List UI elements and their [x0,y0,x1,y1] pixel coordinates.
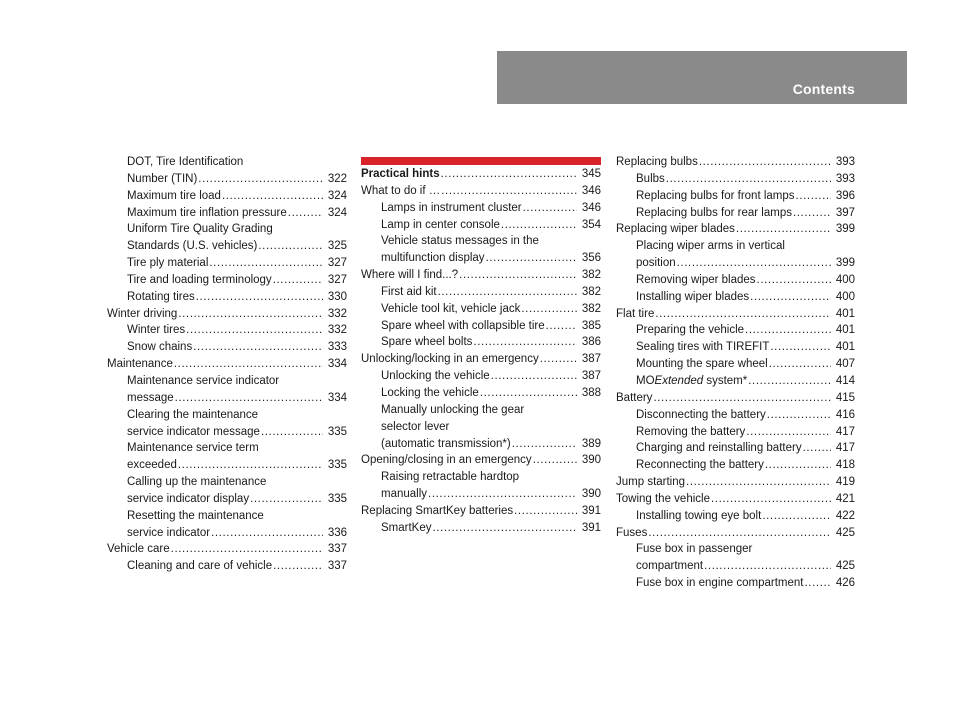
toc-entry-continued [107,440,347,457]
toc-page-number: 337 [327,560,347,573]
toc-entry-title: Calling up the maintenance [127,476,267,489]
toc-entry[interactable] [361,385,601,402]
toc-page-number: 389 [581,437,601,450]
toc-entry[interactable] [616,491,855,508]
toc-entry-title: Removing the battery [636,425,746,438]
dot-leader [746,424,831,441]
toc-entry-title: What to do if … [361,184,441,197]
dot-leader [261,424,323,441]
toc-entry-title: Winter driving [107,307,178,320]
toc-page-number: 425 [835,526,855,539]
toc-entry-title: Manually unlocking the gear [381,403,525,416]
dot-leader [193,339,323,356]
dot-leader [796,188,831,205]
dot-leader [288,205,323,222]
toc-entry[interactable] [107,356,347,373]
toc-entry-continued [361,419,601,436]
toc-entry[interactable] [361,503,601,520]
toc-entry-title: Opening/closing in an emergency [361,454,532,467]
toc-page-number: 330 [327,290,347,303]
dot-leader [748,373,831,390]
toc-entry-title: Spare wheel with collapsible tire [381,319,545,332]
toc-page-number: 334 [327,391,347,404]
toc-page-number: 393 [835,156,855,168]
toc-entry-continued [616,541,855,558]
toc-entry[interactable] [361,200,601,217]
toc-page-number: 382 [581,269,601,282]
dot-leader [803,440,831,457]
dot-leader [533,452,577,469]
dot-leader [648,525,831,542]
toc-entry[interactable] [361,318,601,335]
dot-leader [767,407,831,424]
toc-page-number: 407 [835,358,855,371]
toc-entry-continued [107,508,347,525]
toc-entry[interactable] [107,306,347,323]
toc-entry-title: Bulbs [636,172,665,185]
toc-entry[interactable] [107,255,347,272]
toc-entry-title: Maximum tire inflation pressure [127,206,287,219]
dot-leader [174,356,323,373]
toc-entry[interactable] [361,284,601,301]
toc-entry-title: message [127,391,174,404]
toc-entry-continued [361,233,601,250]
dot-leader [793,205,831,222]
toc-entry[interactable] [107,339,347,356]
toc-entry-title: exceeded [127,459,177,472]
toc-entry[interactable] [107,558,347,575]
toc-page-number: 396 [835,189,855,202]
dot-leader [757,272,831,289]
toc-entry[interactable] [361,217,601,234]
dot-leader [250,491,323,508]
toc-entry-title: Lamps in instrument cluster [381,201,522,214]
toc-entry-continued [361,469,601,486]
toc-entry[interactable] [107,238,347,255]
toc-entry-title: position [636,257,676,270]
dot-leader [175,390,323,407]
toc-entry-title: Vehicle care [107,543,170,556]
toc-page-number: 425 [835,560,855,573]
toc-entry-title: Flat tire [616,307,655,320]
toc-entry-title: Fuse box in engine compartment [636,577,804,590]
toc-entry-title: Placing wiper arms in vertical [636,240,785,253]
toc-entry-title: Sealing tires with TIREFIT [636,341,770,354]
toc-entry-title: Unlocking the vehicle [381,370,490,383]
dot-leader [762,508,831,525]
toc-page-number: 399 [835,257,855,270]
toc-page-number: 322 [327,172,347,185]
toc-entry-continued [107,373,347,390]
dot-leader [745,322,831,339]
dot-leader [178,457,323,474]
toc-entry-title: Tire ply material [127,257,209,270]
toc-entry-title: Uniform Tire Quality Grading [127,223,273,236]
toc-entry[interactable] [616,474,855,491]
toc-entry-title: Jump starting [616,476,686,489]
dot-leader [770,339,831,356]
toc-entry-continued [361,402,601,419]
toc-page-number: 391 [581,521,601,534]
toc-entry[interactable] [616,457,855,474]
toc-page-number: 333 [327,341,347,354]
toc-page-number: 388 [581,386,601,399]
toc-page-number: 401 [835,307,855,320]
toc-page-number: 418 [835,459,855,472]
toc-entry[interactable] [616,154,855,171]
dot-leader [521,301,577,318]
dot-leader [196,289,323,306]
toc-entry-continued [616,238,855,255]
toc-entry[interactable] [616,272,855,289]
toc-page-number: 382 [581,302,601,315]
toc-entry[interactable] [107,424,347,441]
toc-entry-title: Rotating tires [127,290,195,303]
toc-entry[interactable] [616,221,855,238]
toc-entry[interactable] [616,508,855,525]
toc-entry[interactable] [107,390,347,407]
toc-entry-continued [107,154,347,171]
toc-entry-title: service indicator message [127,425,260,438]
toc-page-number: 332 [327,307,347,320]
toc-page-number: 426 [835,577,855,590]
toc-entry-title: Resetting the maintenance [127,509,264,522]
toc-page-number: 416 [835,408,855,421]
toc-entry[interactable] [107,525,347,542]
dot-leader [736,221,831,238]
toc-entry-title: MOExtended system* [636,374,748,387]
toc-entry-title: Installing towing eye bolt [636,509,762,522]
toc-entry[interactable] [616,390,855,407]
toc-entry-title: compartment [636,560,704,573]
toc-entry-title: Replacing wiper blades [616,223,735,236]
toc-page-number: 387 [581,353,601,366]
toc-page-number: 354 [581,218,601,231]
dot-leader [769,356,831,373]
dot-leader [699,154,831,171]
toc-entry-title: Spare wheel bolts [381,336,473,349]
toc-page-number: 382 [581,285,601,298]
page-title: Contents [792,81,855,97]
toc-entry-title: Snow chains [127,341,193,354]
toc-entry-title: Removing wiper blades [636,273,756,286]
dot-leader [178,306,323,323]
toc-entry-continued [107,474,347,491]
toc-entry[interactable] [361,183,601,200]
toc-entry[interactable] [361,166,601,183]
toc-entry-title: Maintenance service indicator [127,374,280,387]
toc-page-number: 327 [327,273,347,286]
toc-entry[interactable] [616,440,855,457]
dot-leader [486,250,577,267]
toc-entry-title: SmartKey [381,521,432,534]
toc-entry-title: Winter tires [127,324,186,337]
toc-page-number: 399 [835,223,855,236]
toc-page-number: 401 [835,324,855,337]
toc-entry-title: Disconnecting the battery [636,408,766,421]
toc-entry[interactable] [107,205,347,222]
toc-entry-title: Preparing the vehicle [636,324,745,337]
toc-page-number: 327 [327,257,347,270]
toc-page-number: 422 [835,509,855,522]
dot-leader [428,486,577,503]
toc-entry[interactable] [616,289,855,306]
toc-page-number: 335 [327,492,347,505]
toc-entry[interactable] [616,356,855,373]
toc-entry-title: Where will I find...? [361,269,459,282]
toc-entry[interactable] [107,491,347,508]
toc-entry[interactable] [361,486,601,503]
toc-entry[interactable] [107,541,347,558]
toc-page-number: 335 [327,459,347,472]
toc-entry-title: Clearing the maintenance [127,408,259,421]
dot-leader [655,306,831,323]
toc-column-3 [616,154,855,592]
toc-page-number: 400 [835,273,855,286]
toc-entry-title: Cleaning and care of vehicle [127,560,273,573]
dot-leader [211,525,323,542]
toc-entry[interactable] [361,334,601,351]
toc-entry-title: Lamp in center console [381,218,500,231]
dot-leader [540,351,577,368]
dot-leader [523,200,577,217]
toc-page-number: 346 [581,201,601,214]
dot-leader [711,491,831,508]
dot-leader [512,436,577,453]
toc-entry-title: First aid kit [381,285,437,298]
toc-entry[interactable] [361,520,601,537]
toc-entry[interactable] [616,373,855,390]
toc-page-number: 421 [835,492,855,505]
dot-leader [765,457,831,474]
toc-column-1 [107,154,347,575]
toc-entry[interactable] [616,424,855,441]
toc-entry-title: Fuses [616,526,648,539]
toc-page-number: 401 [835,341,855,354]
toc-entry[interactable] [361,452,601,469]
dot-leader [186,322,323,339]
dot-leader [441,166,577,183]
dot-leader [441,183,577,200]
dot-leader [480,385,577,402]
toc-page-number: 356 [581,252,601,265]
toc-entry[interactable] [107,171,347,188]
dot-leader [433,520,578,537]
toc-entry[interactable] [616,407,855,424]
toc-entry[interactable] [616,575,855,592]
toc-entry[interactable] [361,436,601,453]
dot-leader [473,334,577,351]
toc-entry-title: selector lever [381,420,450,433]
toc-page-number: 417 [835,442,855,455]
toc-entry[interactable] [616,322,855,339]
toc-entry-continued [107,407,347,424]
toc-entry[interactable] [361,368,601,385]
toc-page-number: 325 [327,240,347,253]
toc-entry-title: Mounting the spare wheel [636,358,768,371]
toc-entry[interactable] [361,351,601,368]
dot-leader [686,474,831,491]
toc-entry-title: Number (TIN) [127,172,198,185]
dot-leader [171,541,323,558]
toc-page-number: 385 [581,319,601,332]
dot-leader [501,217,577,234]
toc-entry-title: Practical hints [361,168,440,180]
dot-leader [491,368,577,385]
toc-entry-title: Maintenance [107,358,173,371]
toc-page-number: 345 [581,168,601,180]
toc-entry-title: Raising retractable hardtop [381,471,520,484]
dot-leader [653,390,831,407]
toc-page-number: 324 [327,189,347,202]
toc-entry-title: Maximum tire load [127,189,221,202]
toc-entry[interactable] [361,250,601,267]
toc-entry[interactable] [616,255,855,272]
toc-entry-title: service indicator display [127,492,250,505]
toc-page-number: 390 [581,488,601,501]
dot-leader [750,289,831,306]
toc-entry-title: Vehicle tool kit, vehicle jack [381,302,521,315]
toc-entry-title: Charging and reinstalling battery [636,442,802,455]
toc-page-number: 346 [581,184,601,197]
dot-leader [546,318,577,335]
toc-entry-title: (automatic transmission*) [381,437,511,450]
toc-page-number: 386 [581,336,601,349]
toc-page-number: 332 [327,324,347,337]
toc-page-number: 391 [581,504,601,517]
toc-entry-title: Replacing bulbs for front lamps [636,189,795,202]
dot-leader [273,558,323,575]
toc-entry-continued [107,221,347,238]
dot-leader [459,267,577,284]
toc-entry-title: Fuse box in passenger [636,543,753,556]
toc-entry-title: multifunction display [381,252,485,265]
header-bar [497,51,907,104]
toc-entry-title: Maintenance service term [127,442,259,455]
toc-entry-title: DOT, Tire Identification [127,156,244,168]
toc-entry-title: service indicator [127,526,211,539]
toc-entry[interactable] [616,525,855,542]
dot-leader [209,255,323,272]
toc-entry[interactable] [107,289,347,306]
toc-entry[interactable] [616,171,855,188]
toc-entry-title: Tire and loading terminology [127,273,272,286]
toc-entry-title: Locking the vehicle [381,386,479,399]
toc-entry[interactable] [107,457,347,474]
toc-entry-title: Replacing SmartKey batteries [361,504,514,517]
toc-entry-title: Standards (U.S. vehicles) [127,240,258,253]
toc-page-number: 336 [327,526,347,539]
toc-page-number: 335 [327,425,347,438]
toc-entry[interactable] [616,205,855,222]
toc-entry[interactable] [616,339,855,356]
dot-leader [677,255,831,272]
toc-page-number: 414 [835,374,855,387]
toc-entry-title: Unlocking/locking in an emergency [361,353,539,366]
toc-page-number: 337 [327,543,347,556]
toc-entry[interactable] [361,267,601,284]
toc-entry[interactable] [616,188,855,205]
toc-entry[interactable] [107,188,347,205]
dot-leader [273,272,323,289]
toc-column-2 [361,154,601,537]
toc-page-number: 415 [835,391,855,404]
dot-leader [222,188,323,205]
toc-entry[interactable] [616,306,855,323]
toc-entry-title: Battery [616,391,653,404]
dot-leader [438,284,577,301]
dot-leader [258,238,323,255]
toc-page-number: 397 [835,206,855,219]
toc-page-number: 417 [835,425,855,438]
toc-page-number: 334 [327,358,347,371]
dot-leader [804,575,831,592]
toc-entry[interactable] [616,558,855,575]
toc-page-number: 419 [835,476,855,489]
toc-entry-title: Replacing bulbs [616,156,698,168]
toc-entry-title: Installing wiper blades [636,290,750,303]
toc-entry-title: Replacing bulbs for rear lamps [636,206,792,219]
section-divider-bar [361,157,601,165]
toc-entry[interactable] [107,322,347,339]
dot-leader [514,503,577,520]
toc-page-number: 400 [835,290,855,303]
toc-page-number: 387 [581,370,601,383]
toc-entry[interactable] [107,272,347,289]
toc-entry-title: Reconnecting the battery [636,459,764,472]
toc-entry-title: manually [381,488,428,501]
toc-entry-title: Towing the vehicle [616,492,710,505]
toc-entry-title: Vehicle status messages in the [381,235,539,248]
toc-page-number: 324 [327,206,347,219]
dot-leader [666,171,831,188]
dot-leader [198,171,323,188]
toc-page-number: 390 [581,454,601,467]
toc-entry[interactable] [361,301,601,318]
dot-leader [704,558,831,575]
toc-page-number: 393 [835,172,855,185]
